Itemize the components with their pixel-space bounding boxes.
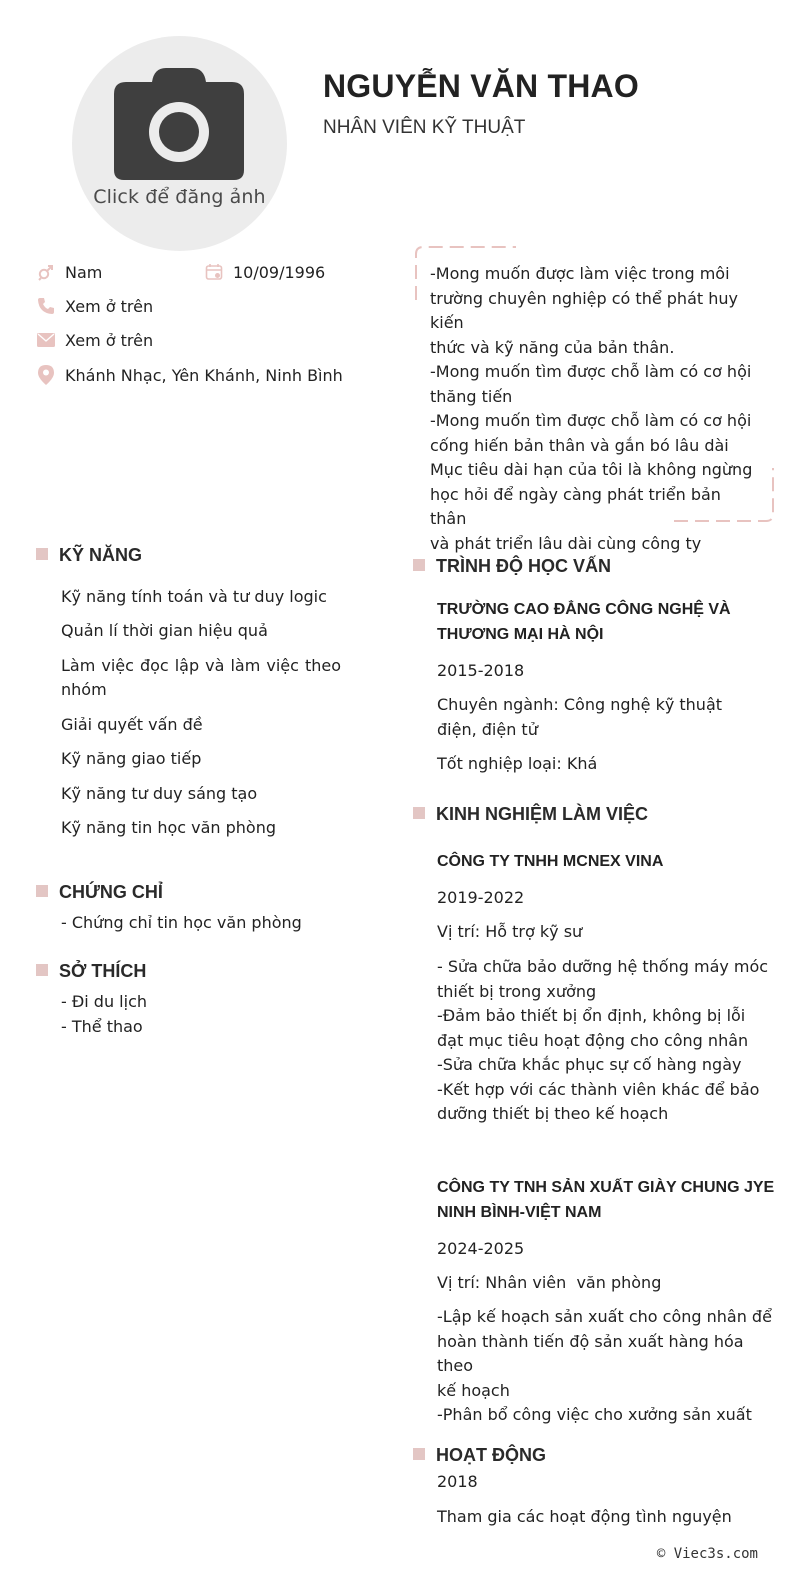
job-position: Vị trí: Nhân viên văn phòng <box>437 1273 662 1292</box>
skill-item: Kỹ năng tư duy sáng tạo <box>61 784 258 803</box>
section-bullet <box>413 807 425 819</box>
job-period: 2024-2025 <box>437 1239 525 1258</box>
skill-item: Kỹ năng tin học văn phòng <box>61 818 277 837</box>
hobby-item: - Đi du lịch <box>61 992 147 1011</box>
skill-item: Giải quyết vấn đề <box>61 715 203 734</box>
objective-text: -Mong muốn được làm việc trong môi trường chuyên nghiệp có thể phát huy kiến thức và kỹ năng của bản thân. -Mong muốn tìm được chỗ làm có cơ hội thăng tiến -Mong muốn tìm được chỗ làm có cơ hội cống hiến bản thân và gắn bó lâu dài Mục tiêu dài hạn của tôi là không ngừng học hỏi để ngày càng phát triển bản thân và phát triển lâu dài cùng công ty <box>430 264 753 553</box>
hobby-item: - Thể thao <box>61 1017 143 1036</box>
certificates-heading <box>36 882 163 903</box>
section-bullet <box>413 559 425 571</box>
activity-year: 2018 <box>437 1472 478 1491</box>
job-details: -Lập kế hoạch sản xuất cho công nhân để hoàn thành tiến độ sản xuất hàng hóa theo kế hoạch -Phân bổ công việc cho xưởng sản xuất <box>437 1307 772 1424</box>
phone-row <box>36 296 153 316</box>
experience-heading <box>413 804 648 825</box>
education-heading <box>413 556 611 577</box>
activity-description: Tham gia các hoạt động tình nguyện <box>437 1507 732 1526</box>
job-period: 2019-2022 <box>437 888 525 907</box>
location-pin-icon <box>36 365 56 385</box>
birthday-row <box>204 262 325 282</box>
experience-heading-label: KINH NGHIỆM LÀM VIỆC <box>436 804 649 824</box>
section-bullet <box>413 1448 425 1460</box>
company-name: CÔNG TY TNHH MCNEX VINA <box>437 853 664 870</box>
hobbies-heading <box>36 961 146 982</box>
gender-row <box>36 262 102 282</box>
activities-heading-label: HOẠT ĐỘNG <box>436 1445 546 1465</box>
career-objective <box>414 246 775 553</box>
skill-item: Làm việc đọc lập và làm việc theo nhóm <box>61 656 341 699</box>
skill-item: Quản lí thời gian hiệu quả <box>61 621 268 640</box>
skills-heading-label: KỸ NĂNG <box>59 545 143 565</box>
certificate-item: - Chứng chỉ tin học văn phòng <box>61 913 302 932</box>
phone-icon <box>36 296 56 316</box>
full-name: NGUYỄN VĂN THAO <box>323 68 639 104</box>
email-value: Xem ở trên <box>65 330 154 350</box>
education-grade: Tốt nghiệp loại: Khá <box>437 754 598 773</box>
section-bullet <box>36 885 48 897</box>
address-row <box>36 365 343 385</box>
upload-photo-label[interactable]: Click để đăng ảnh <box>93 186 266 208</box>
address-value: Khánh Nhạc, Yên Khánh, Ninh Bình <box>65 365 343 385</box>
calendar-icon <box>204 262 224 282</box>
footer-copyright: © Viec3s.com <box>656 1546 758 1562</box>
company-name: CÔNG TY TNH SẢN XUẤT GIÀY CHUNG JYE NINH BÌNH-VIỆT NAM <box>437 1179 775 1221</box>
gender-icon <box>36 262 56 282</box>
job-position: Vị trí: Hỗ trợ kỹ sư <box>437 922 583 941</box>
birthday-value: 10/09/1996 <box>233 262 326 282</box>
job-title: NHÂN VIÊN KỸ THUẬT <box>323 117 526 138</box>
skill-item: Kỹ năng giao tiếp <box>61 749 202 768</box>
job-details: - Sửa chữa bảo dưỡng hệ thống máy móc thiết bị trong xưởng -Đảm bảo thiết bị ổn định, không bị lỗi đạt mục tiêu hoạt động cho công nhân -Sửa chữa khắc phục sự cố hàng ngày -Kết hợp với các thành viên khác để bảo dưỡng thiết bị theo kế hoạch <box>437 957 769 1123</box>
education-major: Chuyên ngành: Công nghệ kỹ thuật điện, điện tử <box>437 695 723 739</box>
email-icon <box>36 330 56 350</box>
certificates-heading-label: CHỨNG CHỈ <box>59 882 163 902</box>
school-name: TRƯỜNG CAO ĐẲNG CÔNG NGHỆ VÀ THƯƠNG MẠI HÀ NỘI <box>437 601 731 643</box>
section-bullet <box>36 964 48 976</box>
camera-icon <box>114 68 244 180</box>
gender-value: Nam <box>65 262 103 282</box>
avatar[interactable] <box>72 36 287 251</box>
email-row <box>36 330 153 350</box>
skill-item: Kỹ năng tính toán và tư duy logic <box>61 587 327 606</box>
skills-heading <box>36 545 142 566</box>
education-period: 2015-2018 <box>437 661 525 680</box>
section-bullet <box>36 548 48 560</box>
hobbies-heading-label: SỞ THÍCH <box>59 961 147 981</box>
activities-heading <box>413 1445 546 1466</box>
education-heading-label: TRÌNH ĐỘ HỌC VẤN <box>436 556 611 576</box>
phone-value: Xem ở trên <box>65 296 154 316</box>
